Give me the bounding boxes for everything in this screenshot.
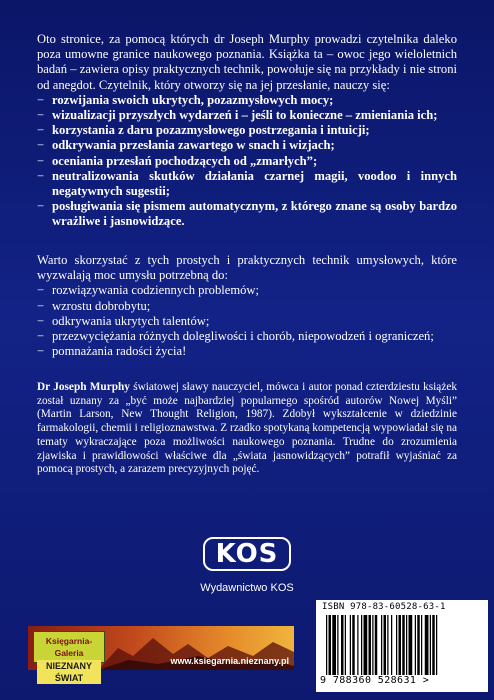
intro-section xyxy=(37,32,457,230)
barcode-bar xyxy=(364,615,368,675)
author-bio-text: światowej sławy nauczyciel, mówca i autor ponad czterdziestu książek został uznany za „być może najbardziej popularnego spośród autorów Nowej Myśli” (Martin Larson, New Thought Religion, 1987). Zdobył wykształcenie w dziedzinie farmakologii, chemii i religioznawstwa. Z rzadko spotykaną kompetencją wypowiadał się na tematy wykraczające poza możliwości naukowego poznania. Trudne do zrozumienia zjawiska i prawidłowości właściwe dla „świata jasnowidzących” potrafił wyjaśniać za pomocą prostych, a zarazem precyzyjnych pojęć. xyxy=(37,381,457,476)
bookstore-url: www.ksiegarnia.nieznany.pl xyxy=(170,656,289,666)
list-item-text: oceniania przesłań pochodzących od „zmarłych”; xyxy=(52,153,318,168)
list-item-text: wizualizacji przyszłych wydarzeń i – jeśli to konieczne – zmieniania ich; xyxy=(52,108,438,123)
list-item xyxy=(37,199,457,229)
list-item-text: rozwijania swoich ukrytych, pozazmysłowych mocy; xyxy=(52,92,334,107)
list-item xyxy=(37,344,457,359)
list-item-text: neutralizowania skutków działania czarnej magii, voodoo i innych negatywnych sugestii; xyxy=(52,168,457,199)
dash-bullet: − xyxy=(37,283,45,298)
barcode-bar xyxy=(357,615,358,675)
benefits-paragraph: Warto skorzystać z tych prostych i praktycznych technik umysłowych, które wyzwalają moc umysłu potrzebną do: xyxy=(37,253,457,283)
barcode-bar xyxy=(345,615,346,675)
intro-paragraph: Oto stronice, za pomocą których dr Joseph Murphy prowadzi czytelnika daleko poza umowne granice naukowego poznania. Książka ta – owoc jego wieloletnich badań – zawiera opisy praktycznych technik, powołuje się na przykłady i nie stroni od anegdot. Czytelnik, który otworzy się na jej przesłanie, nauczy się: xyxy=(37,32,457,92)
barcode-bar xyxy=(425,615,429,675)
barcode-bar xyxy=(417,615,420,675)
barcode-bar xyxy=(350,615,351,675)
barcode-bar xyxy=(384,615,387,675)
list-item xyxy=(37,169,457,199)
dash-bullet: − xyxy=(37,108,45,123)
barcode-bar xyxy=(372,615,373,675)
bookstore-logo-line1: Księgarnia-Galeria xyxy=(45,636,93,658)
bookstore-banner xyxy=(28,626,294,683)
list-item-text: wzrostu dobrobytu; xyxy=(52,298,151,313)
dash-bullet: − xyxy=(37,329,45,344)
barcode-bar xyxy=(352,615,355,675)
barcode-bar xyxy=(430,615,431,675)
barcode-bar xyxy=(369,615,372,675)
skills-list xyxy=(37,93,457,230)
kos-logo: KOS xyxy=(203,537,291,571)
dash-bullet: − xyxy=(37,313,45,328)
author-bio xyxy=(37,381,457,477)
dash-bullet: − xyxy=(37,138,45,153)
benefits-list xyxy=(37,283,457,359)
bookstore-logo-line2: NIEZNANY ŚWIAT xyxy=(37,660,101,684)
isbn-label: ISBN 978-83-60528-63-1 xyxy=(322,602,446,612)
barcode-bar xyxy=(391,615,392,675)
barcode-bar xyxy=(337,615,338,675)
list-item xyxy=(37,329,457,344)
barcode-bar xyxy=(381,615,382,675)
list-item xyxy=(37,123,457,138)
barcode-bar xyxy=(402,615,405,675)
list-item xyxy=(37,299,457,314)
bookstore-logo xyxy=(33,631,105,683)
benefits-section xyxy=(37,253,457,359)
list-item-text: posługiwania się pismem automatycznym, z którego znane są osoby bardzo wrażliwe i jasnowidzące. xyxy=(52,199,457,229)
barcode-bar xyxy=(409,615,413,675)
barcode-bar xyxy=(432,615,435,675)
barcode-number: 9 788360 528631 > xyxy=(320,675,430,686)
list-item-text: odkrywania ukrytych talentów; xyxy=(52,313,210,328)
list-item xyxy=(37,108,457,123)
barcode-bar xyxy=(361,615,362,675)
barcode-bar xyxy=(421,615,422,675)
barcode-block xyxy=(316,600,488,692)
dash-bullet: − xyxy=(37,344,45,359)
list-item-text: rozwiązywania codziennych problemów; xyxy=(52,283,260,298)
dash-bullet: − xyxy=(37,298,45,313)
barcode-bar xyxy=(415,615,416,675)
barcode-bar xyxy=(329,615,332,675)
author-name: Dr Joseph Murphy xyxy=(37,381,130,393)
barcode-bar xyxy=(436,615,437,675)
barcode-bar xyxy=(375,615,378,675)
barcode-bar xyxy=(399,615,402,675)
barcode-bar xyxy=(406,615,407,675)
list-item xyxy=(37,314,457,329)
list-item xyxy=(37,93,457,108)
dash-bullet: − xyxy=(37,92,45,107)
list-item xyxy=(37,154,457,169)
dash-bullet: − xyxy=(37,123,45,138)
list-item-text: korzystania z daru pozazmysłowego postrzegania i intuicji; xyxy=(52,123,370,138)
barcode-bar xyxy=(396,615,397,675)
barcode-bars xyxy=(326,615,478,675)
dash-bullet: − xyxy=(37,153,45,168)
list-item-text: przezwyciężania różnych dolegliwości i chorób, niepowodzeń i ograniczeń; xyxy=(52,329,434,344)
list-item-text: odkrywania przesłania zawartego w snach i wizjach; xyxy=(52,138,335,153)
list-item xyxy=(37,283,457,298)
dash-bullet: − xyxy=(37,199,45,214)
dash-bullet: − xyxy=(37,168,45,183)
barcode-bar xyxy=(341,615,344,675)
barcode-bar xyxy=(326,615,327,675)
list-item-text: pomnażania radości życia! xyxy=(52,344,187,359)
barcode-bar xyxy=(332,615,336,675)
list-item xyxy=(37,138,457,153)
barcode-bar xyxy=(387,615,388,675)
publisher-name: Wydawnictwo KOS xyxy=(200,582,294,594)
